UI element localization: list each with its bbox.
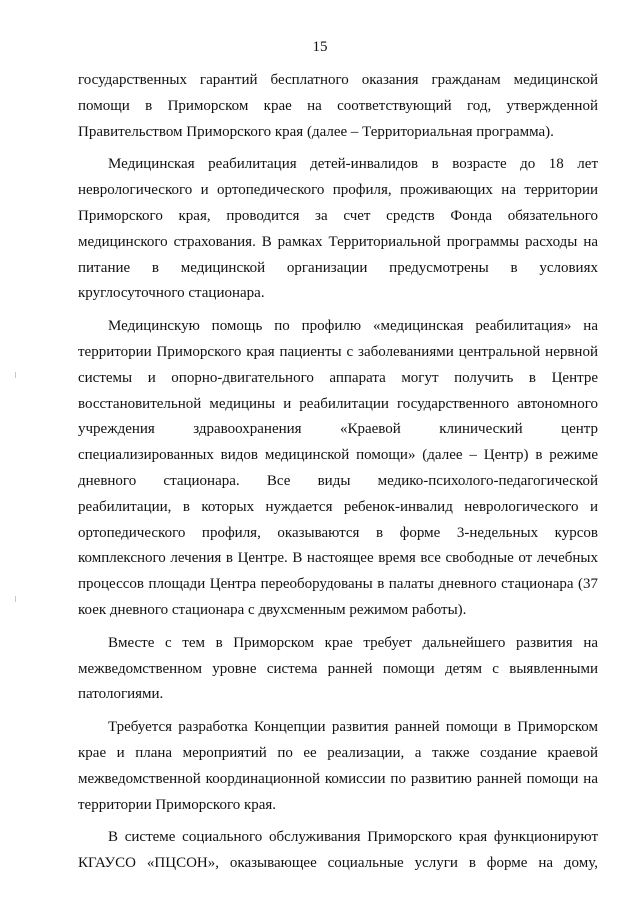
paragraph-rehabilitation-funding: Медицинская реабилитация детей-инвалидов в возрасте до 18 лет неврологического и ортопедического профиля, проживающих на территории Приморского края, проводится за счет средств Фонда обязательного медицинского страхования. В рамках Территориальной программы расходы на питание в медицинской организации предусмотрены в условиях круглосуточного стационара.: [78, 156, 598, 302]
paragraph-social-services: В системе социального обслуживания Приморского края функционируют КГАУСО «ПЦСОН», оказывающее социальные услуги в форме на дому,: [78, 829, 598, 872]
document-body: [78, 68, 598, 884]
paragraph-continuation: государственных гарантий бесплатного оказания гражданам медицинской помощи в Приморском крае на соответствующий год, утвержденной Правительством Приморского края (далее – Территориальная программа).: [78, 72, 598, 140]
paragraph-concept-development: Требуется разработка Концепции развития ранней помощи в Приморском крае и плана мероприятий по ее реализации, а также создание краевой межведомственной координационной комиссии по развитию ранней помощи на территории Приморского края.: [78, 719, 598, 813]
paragraph-early-help-system: Вместе с тем в Приморском крае требует дальнейшего развития на межведомственном уровне система ранней помощи детям с выявленными патологиями.: [78, 634, 598, 703]
scan-margin-mark: [15, 372, 16, 378]
paragraph-rehabilitation-center: Медицинскую помощь по профилю «медицинская реабилитация» на территории Приморского края пациенты с заболеваниями центральной нервной системы и опорно-двигательного аппарата могут получить в Центре восстановительной медицины и реабилитации государственного автономного учреждения здравоохранения «Краевой клинический центр специализированных видов медицинской помощи» (далее – Центр) в режиме дневного стационара. Все виды медико-психолого-педагогической реабилитации, в которых нуждается ребенок-инвалид неврологического и ортопедического профиля, оказываются в форме 3-недельных курсов комплексного лечения в Центре. В настоящее время все свободные от лечебных процессов площади Центра переоборудованы в палаты дневного стационара (37 коек дневного стационара с двухсменным режимом работы).: [78, 318, 598, 618]
page-number: 15: [312, 39, 328, 55]
scan-margin-mark: [15, 596, 16, 602]
